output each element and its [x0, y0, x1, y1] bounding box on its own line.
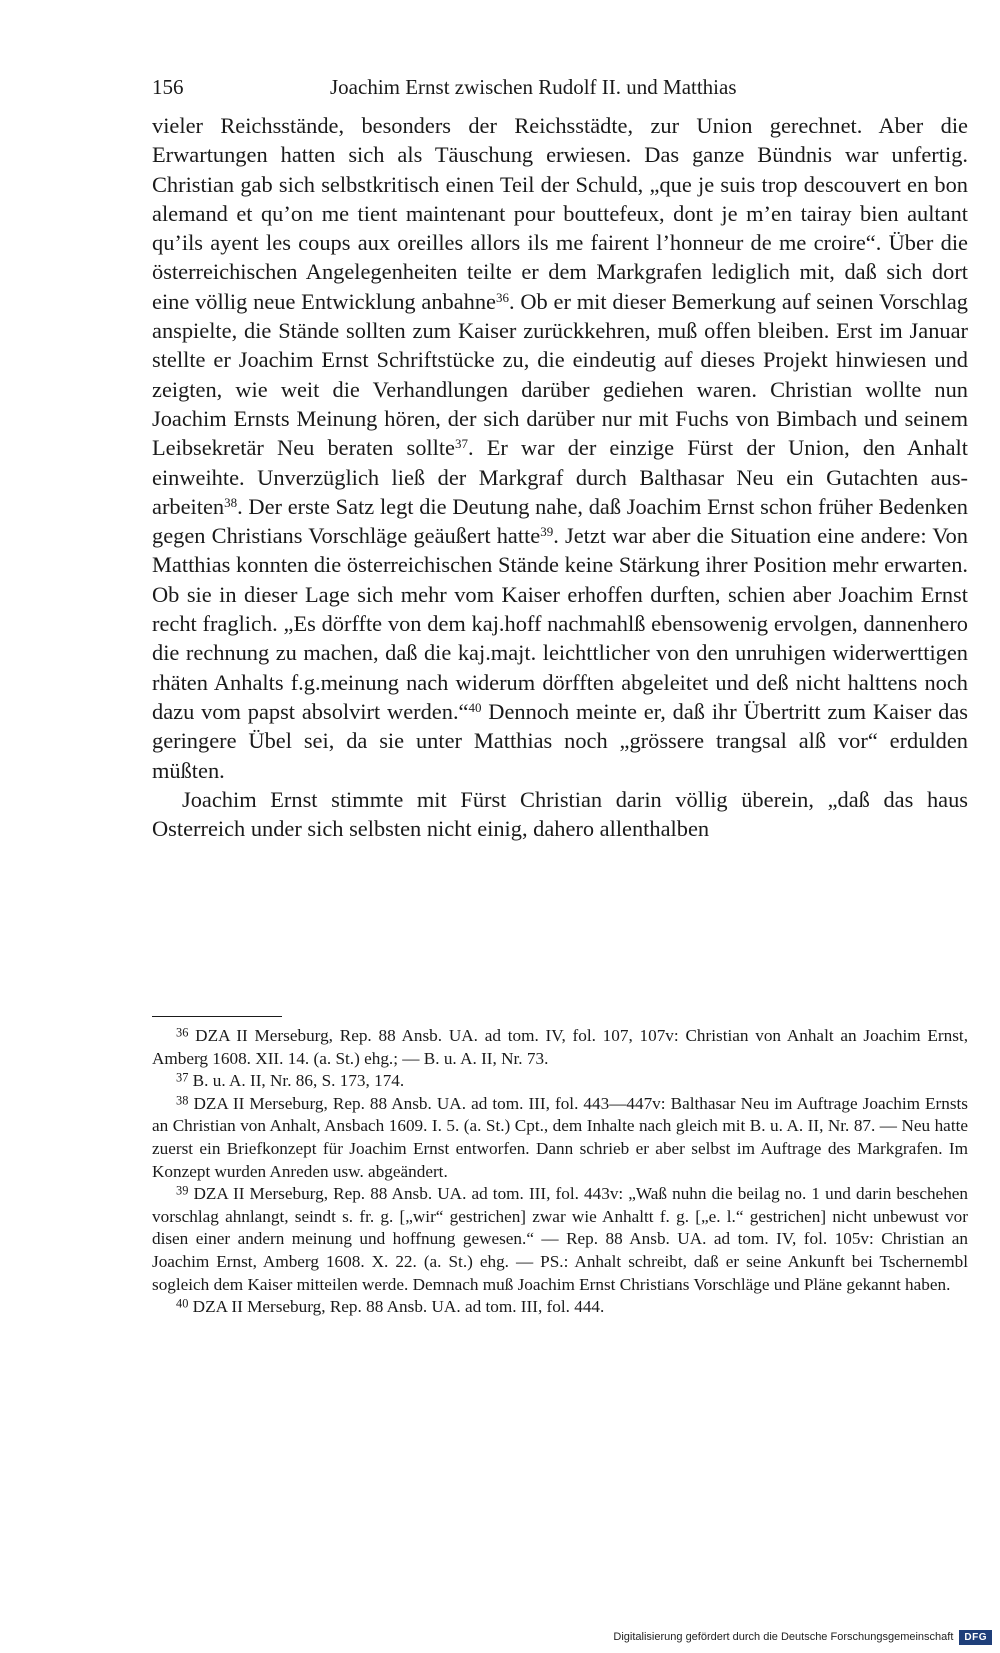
page-number: 156: [152, 75, 184, 99]
credit-text: Digitalisierung gefördert durch die Deutsche Forschungsgemeinschaft: [613, 1631, 954, 1643]
footnote-ref: 39: [540, 524, 554, 540]
footnote-text: DZA II Merseburg, Rep. 88 Ansb. UA. ad tom. IV, fol. 107, 107v: Christian von Anhalt an Joachim Ernst, Amberg 1608. XII. 14. (a. St.) ehg.; — B. u. A. II, Nr. 73.: [152, 1026, 969, 1068]
digitization-credit: [613, 1627, 992, 1647]
footnote: [152, 1296, 968, 1319]
running-header: [152, 70, 968, 104]
footnote-rule: [152, 1016, 282, 1017]
main-text: [152, 111, 968, 843]
text-run: . Jetzt war aber die Situation eine andere: Von Matthias konnten die österreichischen Stände keine Stärkung ihrer Position mehr erwarten. Ob sie in dieser Lage sich mehr vom Kaiser erhoffen durften, schien aber Joachim Ernst recht fraglich. „Es dörffte von dem kaj.hoff nachmahlß ebensowenig ervolgen, dannenhero die rechnung zu machen, daß die kaj.majt. leichttlicher von den unruhigen widerwerttigen rhäten Anhalts f.g.meinung nach widerum dörfften abgeleitet und deß nicht halttens noch dazu vom papst absolvirt werden.“: [152, 523, 968, 724]
footnote-number: 36: [176, 1025, 189, 1040]
footnote-text: DZA II Merseburg, Rep. 88 Ansb. UA. ad tom. III, fol. 443—447v: Balthasar Neu im Auftrage Joachim Ernsts an Christian von Anhalt, Ansbach 1609. I. 5. (a. St.) Cpt., dem Inhalte nach gleich mit B. u. A. II, Nr. 87. — Neu hatte zuerst ein Briefkonzept für Joachim Ernst entworfen. Dann schrieb er aber selbst im Auftrage des Markgrafen. Im Konzept wurden Anreden usw. abgeändert.: [152, 1093, 968, 1181]
footnote: [152, 1070, 968, 1093]
text-run: . Ob er mit dieser Bemerkung auf seinen Vorschlag anspielte, die Stände sollten zum Kaiser zurückkehren, muß offen bleiben. Erst im Januar stellte er Joachim Ernst Schriftstücke zu, die eindeutig auf dieses Projekt hinwiesen und zeigten, wie weit die Verhandlungen darüber gediehen waren. Christian wollte nun Joachim Ernsts Meinung hören, der sich darüber nur mit Fuchs von Bimbach und seinem Leibsekretär Neu beraten sollte: [152, 288, 968, 461]
footnote-text: B. u. A. II, Nr. 86, S. 173, 174.: [192, 1071, 405, 1091]
paragraph: [152, 111, 968, 785]
paragraph: Joachim Ernst stimmte mit Fürst Christian darin völlig überein, „daß das haus Osterreich under sich selbsten nicht einig, dahero allenthalben: [152, 786, 968, 842]
footnotes: [152, 1025, 968, 1319]
footnote-ref: 37: [455, 436, 468, 452]
footnote: [152, 1183, 968, 1296]
footnote-ref: 38: [224, 494, 238, 510]
footnote: [152, 1093, 968, 1183]
footnote-ref: 40: [468, 699, 482, 715]
footnote-text: DZA II Merseburg, Rep. 88 Ansb. UA. ad tom. III, fol. 444.: [192, 1297, 605, 1317]
text-run: . Er war der einzige Fürst der Union, den Anhalt einweihte. Unverzüglich ließ der Markgraf durch Balthasar Neu ein Gutachten ausarbeiten: [152, 435, 968, 519]
footnote: [152, 1025, 968, 1070]
footnote-number: 37: [176, 1070, 189, 1085]
text-run: Dennoch meinte er, daß ihr Übertritt zum Kaiser das geringere Übel sei, da sie unter Matthias noch „grössere trangsal alß vor“ erdulden müßten.: [152, 698, 968, 783]
footnote-number: 40: [176, 1296, 189, 1311]
dfg-logo-icon: DFG: [959, 1630, 992, 1645]
text-run: . Der erste Satz legt die Deutung nahe, daß Joachim Ernst schon früher Bedenken gegen Christians Vorschläge geäußert hatte: [152, 493, 968, 549]
footnote-number: 38: [176, 1093, 189, 1108]
running-title: Joachim Ernst zwischen Rudolf II. und Matthias: [330, 75, 737, 99]
footnote-text: DZA II Merseburg, Rep. 88 Ansb. UA. ad tom. III, fol. 443v: „Waß nuhn die beilag no. 1 und darin beschehen vorschlag ahnlangt, seindt s. fr. g. [„wir“ gestrichen] zwar wie Anhaltt f. g. [„e. l.“ gestrichen] nicht unbewust vor disen einer andern meinung und hoffnung gewesen.“ — Rep. 88 Ansb. UA. ad tom. IV, fol. 105v: Christian an Joachim Ernst, Amberg 1608. X. 22. (a. St.) ehg. — PS.: Anhalt schreibt, daß er seine Ankunft bei Tschernembl sogleich dem Kaiser mitteilen werde. Demnach muß Joachim Ernst Christians Vorschläge und Pläne gekannt haben.: [152, 1184, 969, 1294]
text-run: vieler Reichsstände, besonders der Reichsstädte, zur Union gerechnet. Aber die Erwartungen hatten sich als Täuschung erwiesen. Das ganze Bündnis war unfertig. Christian gab sich selbstkritisch einen Teil der Schuld, „que je suis trop descouvert en bon alemand et qu’on me tient maintenant pour bouttefeux, dont je m’en tairay bien aultant qu’ils ayent les coups aux oreilles allors ils me fairent l’honneur de me croire“. Über die österreichischen Angelegenheiten teilte er dem Markgrafen lediglich mit, daß sich dort eine völlig neue Entwicklung anbahne: [152, 113, 968, 314]
footnote-ref: 36: [496, 289, 509, 305]
footnote-number: 39: [176, 1183, 189, 1198]
